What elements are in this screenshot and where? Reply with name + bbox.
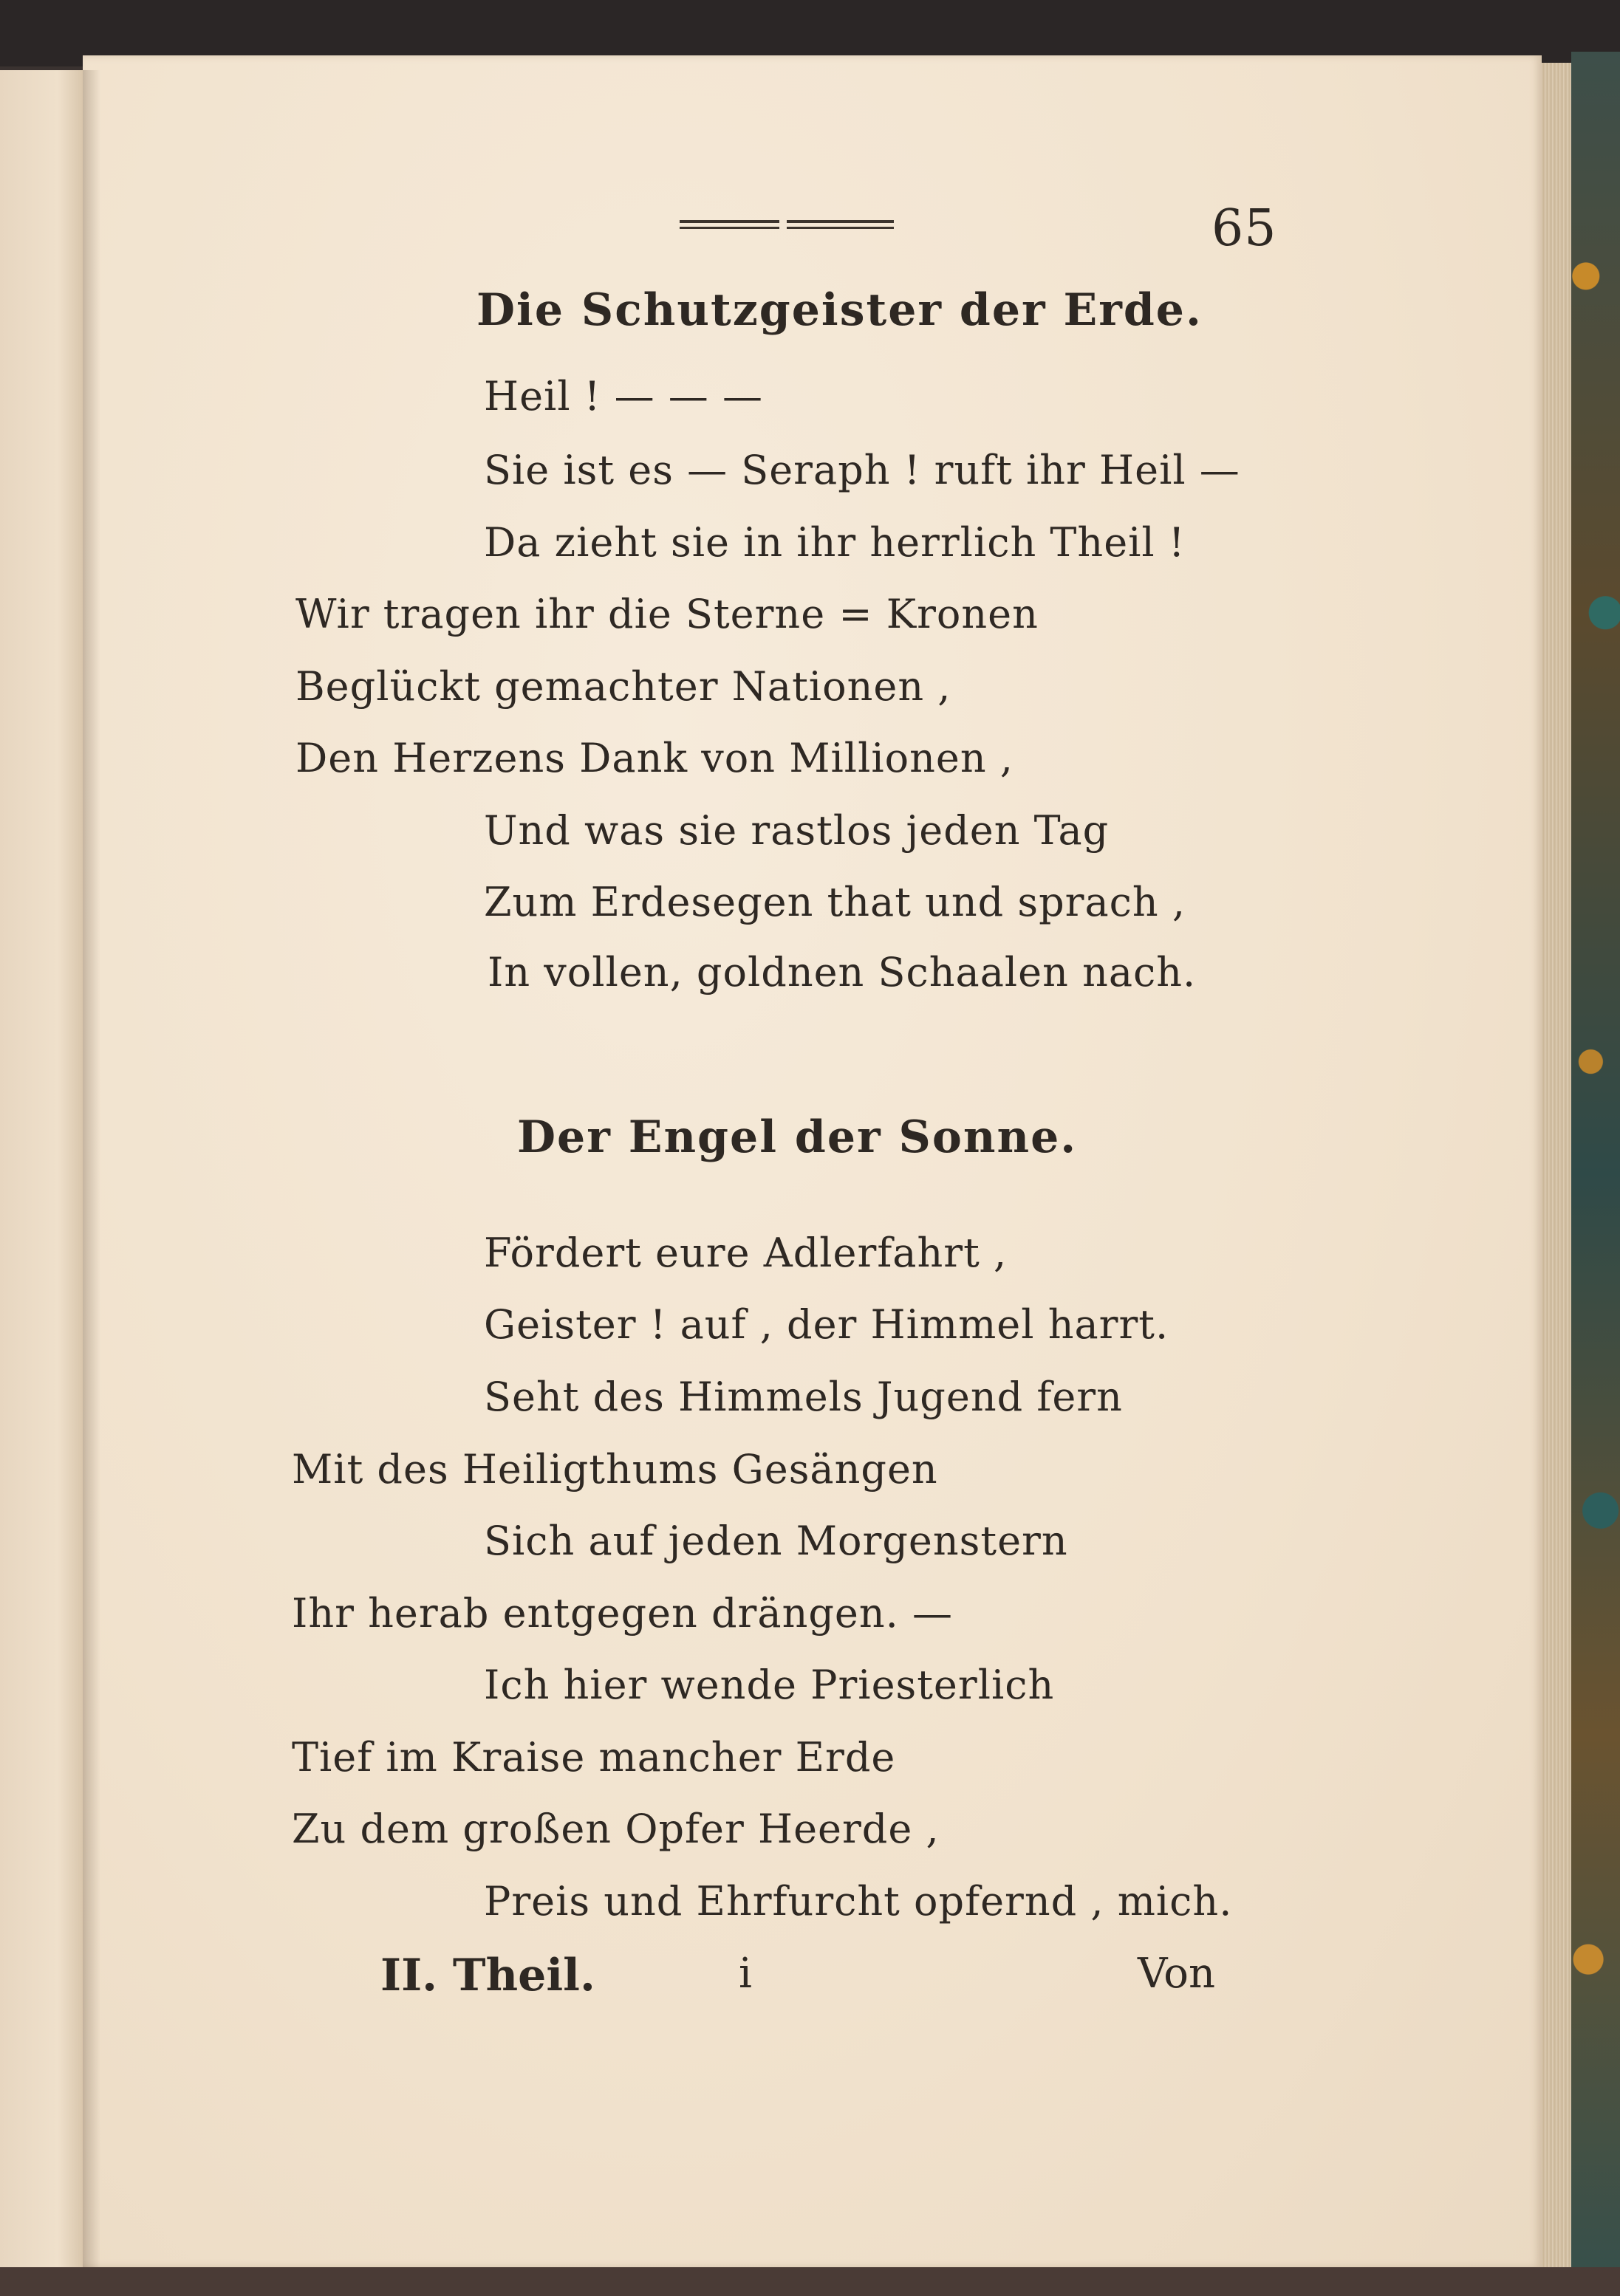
verse-line: Tief im Kraise mancher Erde [292,1734,896,1781]
verse-line: Mit des Heiligthums Gesängen [292,1446,938,1493]
verse-line: Ich hier wende Priesterlich [484,1662,1055,1708]
page-number: 65 [1211,199,1277,258]
verse-line: Und was sie rastlos jeden Tag [484,807,1110,854]
verse-line: Preis und Ehrfurcht opfernd , mich. [484,1878,1233,1925]
book-cover-bottom [0,2267,1620,2296]
sheet-mark: i [739,1950,752,1998]
verse-line: Seht des Himmels Jugend fern [484,1374,1123,1420]
header-rule-right [787,220,894,230]
verse-line: Zu dem großen Opfer Heerde , [292,1806,940,1852]
section-title: Die Schutzgeister der Erde. [476,284,1203,336]
gutter-shadow [83,70,100,2271]
verse-line: Da zieht sie in ihr herrlich Theil ! [484,519,1186,566]
verse-line: Beglückt gemachter Nationen , [295,663,951,710]
verse-line: Fördert eure Adlerfahrt , [484,1230,1008,1276]
verse-line: Geister ! auf , der Himmel harrt. [484,1301,1169,1348]
catchword: Von [1138,1950,1216,1998]
page-edges [1542,63,1571,2267]
verse-line: Heil ! — — — [484,373,763,419]
verse-line: In vollen, goldnen Schaalen nach. [488,949,1197,995]
verse-line: Den Herzens Dank von Millionen , [295,735,1014,781]
left-page-edge [0,70,84,2271]
signature-mark: II. Theil. [380,1950,595,2001]
verse-line: Wir tragen ihr die Sterne = Kronen [295,591,1039,637]
verse-line: Sich auf jeden Morgenstern [484,1518,1068,1564]
verse-line: Ihr herab entgegen drängen. — [292,1590,953,1637]
verse-line: Zum Erdesegen that und sprach , [484,879,1186,925]
verse-line: Sie ist es — Seraph ! ruft ihr Heil — [484,447,1240,493]
marbled-cover-edge [1571,52,1620,2296]
section-title: Der Engel der Sonne. [517,1111,1078,1163]
header-rule-left [680,220,779,230]
